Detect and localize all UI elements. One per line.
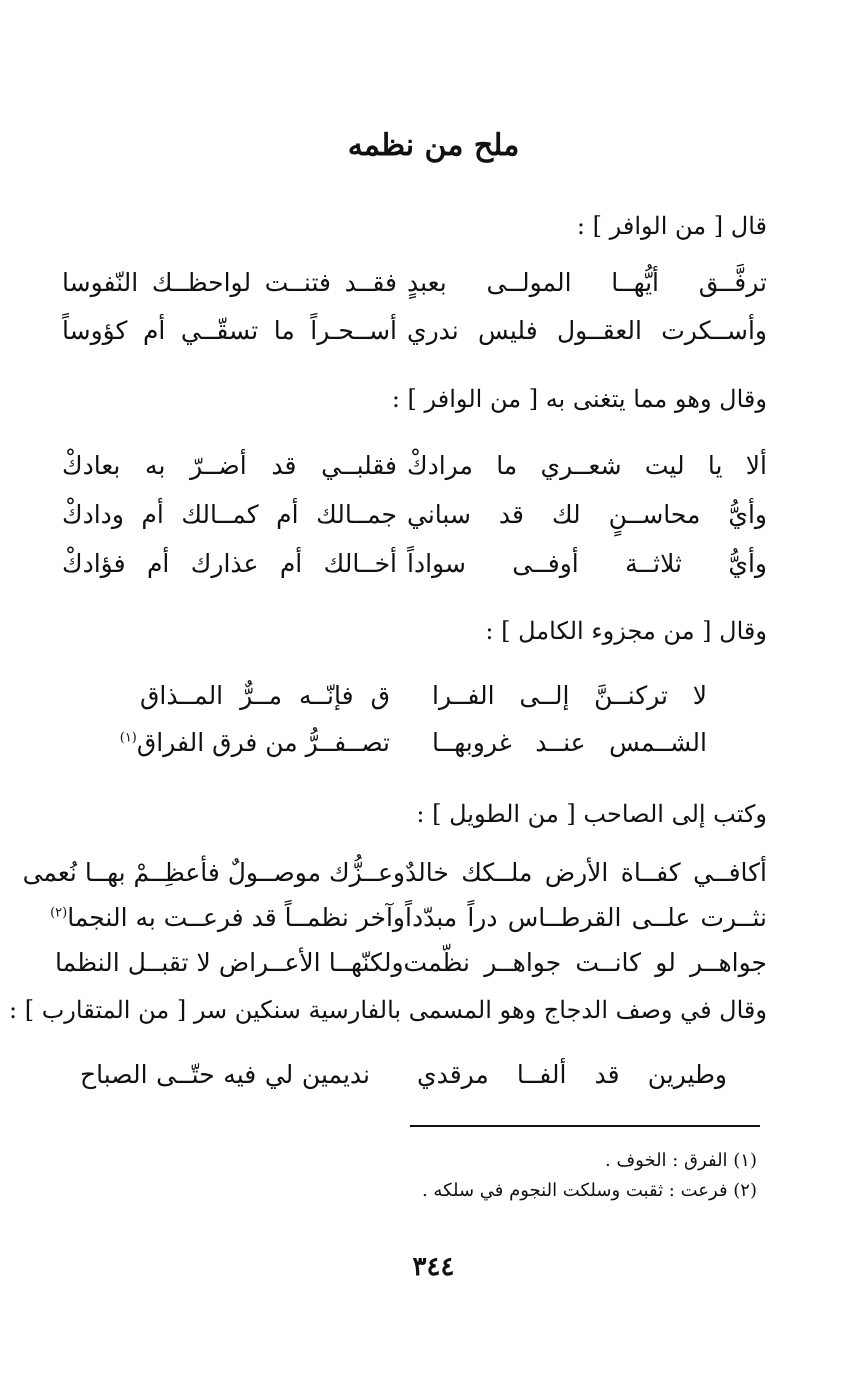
verse-second-hemistich — [50, 902, 405, 932]
verse-second-hemistich: فقلبــي قد أضــرّ به بعادكْ — [62, 450, 397, 480]
verse-second-hemistich: أخــالك أم عذارك أم فؤادكْ — [62, 548, 397, 578]
verse-row — [62, 262, 767, 302]
verse-first-hemistich: جواهــر لو كانــت جواهــر نظّمت — [403, 947, 767, 977]
page-number: ٣٤٤ — [412, 1252, 455, 1282]
verse-row — [50, 897, 767, 937]
verse-first-hemistich: وأيُّ ثلاثــة أوفــى سواداً — [407, 548, 767, 578]
verse-row — [62, 445, 767, 485]
verse-second-hemistich — [119, 727, 390, 757]
verse-second-hemistich: ق فإنّــه مــرٌّ المــذاق — [140, 680, 390, 710]
verse-row — [62, 310, 767, 350]
verse-second-hemistich: ولكنّهــا الأعــراض لا تقبــل النظما — [55, 947, 404, 977]
verse-row — [62, 543, 767, 583]
section-3-intro: وقال [ من مجزوء الكامل ] : — [485, 617, 767, 645]
verse-second-hemistich: جمــالك أم كمــالك أم ودادكْ — [62, 499, 397, 529]
verse-first-hemistich: نثــرت علــى القرطــاس دراً مبدّداً — [405, 902, 767, 932]
verse-text: وآخر نظمــاً قد فرعــت به النجما — [67, 902, 405, 932]
verse-row — [55, 942, 767, 982]
section-2-intro: وقال وهو مما يتغنى به [ من الوافر ] : — [391, 385, 767, 413]
footnote-2: (٢) فرعت : ثقبت وسلكت النجوم في سلكه . — [421, 1180, 757, 1201]
section-5-intro: وقال في وصف الدجاج وهو المسمى بالفارسية سنكين سر [ من المتقارب ] : — [9, 996, 767, 1024]
section-4-intro: وكتب إلى الصاحب [ من الطويل ] : — [416, 800, 767, 828]
verse-second-hemistich: وعــزُّك موصــولٌ فأعظِــمْ بهــا نُعمى — [22, 857, 405, 887]
footnote-1: (١) الفرق : الخوف . — [605, 1150, 757, 1171]
footnote-marker: (٢) — [50, 905, 68, 921]
footnote-marker: (١) — [119, 730, 137, 746]
verse-row — [119, 722, 707, 762]
verse-row — [80, 1054, 727, 1094]
verse-first-hemistich: ألا يا ليت شعــري ما مرادكْ — [407, 450, 767, 480]
verse-first-hemistich: أكافــي كفــاة الأرض ملــكك خالدٌ — [405, 857, 767, 887]
verse-first-hemistich: وأســكرت العقــول فليس ندري — [407, 315, 767, 345]
verse-first-hemistich: وأيُّ محاســنٍ لك قد سباني — [407, 499, 767, 529]
verse-text: تصــفــرُّ من فرق الفراق — [136, 727, 390, 757]
page-title: ملح من نظمه — [347, 128, 520, 163]
section-1-intro: قال [ من الوافر ] : — [576, 212, 767, 240]
verse-first-hemistich: ترفَّــق أيُّهــا المولــى بعبدٍ — [407, 267, 767, 297]
verse-second-hemistich: أســحـراً ما تسقّــي أم كؤوساً — [62, 315, 397, 345]
verse-first-hemistich: لا تركنــنَّ إلــى الفــرا — [432, 680, 707, 710]
verse-row — [22, 852, 767, 892]
verse-second-hemistich: نديمين لي فيه حتّــى الصباح — [80, 1059, 370, 1089]
verse-first-hemistich: الشــمس عنــد غروبهــا — [432, 727, 707, 757]
verse-row — [62, 494, 767, 534]
verse-row — [140, 675, 707, 715]
verse-first-hemistich: وطيرين قد ألفــا مرقدي — [417, 1059, 727, 1089]
footnote-divider — [410, 1125, 760, 1127]
verse-second-hemistich: فقــد فتنــت لواحظــك النّفوسا — [62, 267, 397, 297]
